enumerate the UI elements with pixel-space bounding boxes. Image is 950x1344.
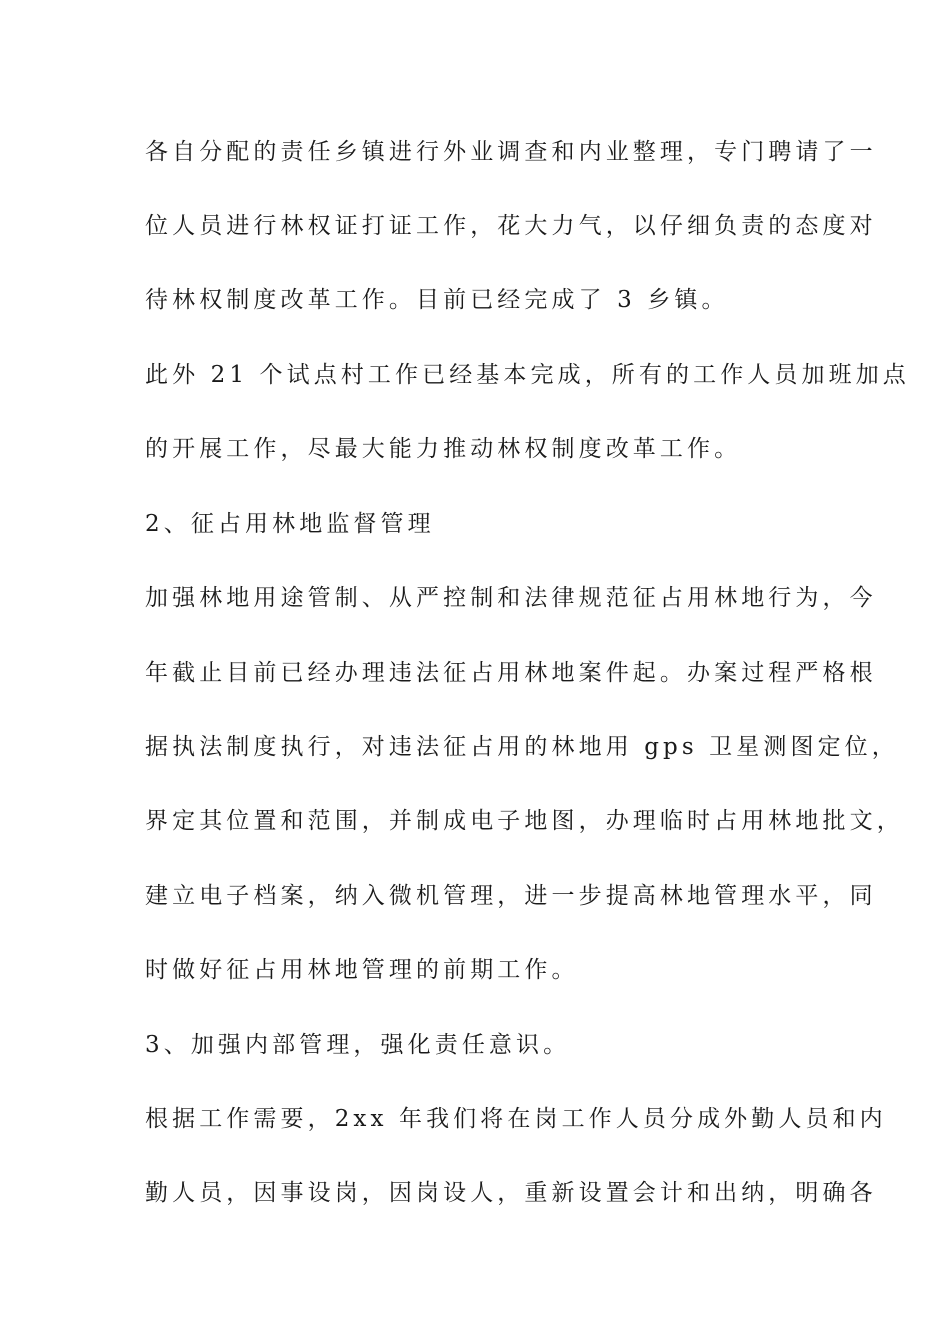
text-line: 此外 21 个试点村工作已经基本完成，所有的工作人员加班加点: [145, 362, 910, 388]
text-line: 界定其位置和范围，并制成电子地图，办理临时占用林地批文，: [145, 808, 904, 834]
text-line: 建立电子档案，纳入微机管理，进一步提高林地管理水平，同: [145, 883, 877, 909]
section-heading: 2、征占用林地监督管理: [145, 511, 435, 537]
text-line: 位人员进行林权证打证工作，花大力气，以仔细负责的态度对: [145, 213, 877, 239]
text-line: 的开展工作，尽最大能力推动林权制度改革工作。: [145, 436, 742, 462]
text-line: 待林权制度改革工作。目前已经完成了 3 乡镇。: [145, 287, 729, 313]
section-heading: 3、加强内部管理，强化责任意识。: [145, 1032, 571, 1058]
text-line: 根据工作需要，2xx 年我们将在岗工作人员分成外勤人员和内: [145, 1106, 887, 1132]
text-line: 加强林地用途管制、从严控制和法律规范征占用林地行为，今: [145, 585, 877, 611]
text-line: 各自分配的责任乡镇进行外业调查和内业整理，专门聘请了一: [145, 139, 877, 165]
text-line: 勤人员，因事设岗，因岗设人，重新设置会计和出纳，明确各: [145, 1180, 877, 1206]
text-line: 时做好征占用林地管理的前期工作。: [145, 957, 579, 983]
text-line: 年截止目前已经办理违法征占用林地案件起。办案过程严格根: [145, 660, 877, 686]
text-line: 据执法制度执行，对违法征占用的林地用 gps 卫星测图定位，: [145, 734, 899, 760]
